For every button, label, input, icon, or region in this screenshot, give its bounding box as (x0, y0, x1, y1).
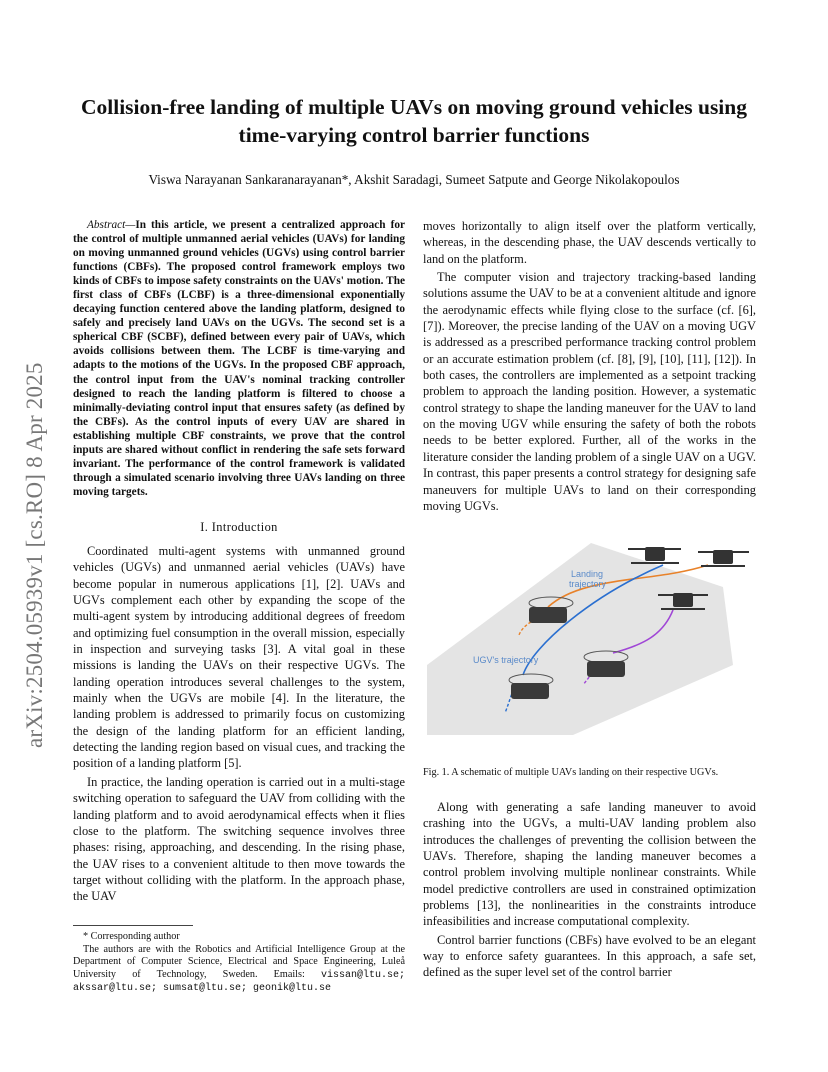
footnote-affiliation: The authors are with the Robotics and Artificial Intelligence Group at the Department of Computer Science, Electrical and Space Engineering, Luleå University of Technology, Sweden. Emails: (73, 943, 405, 980)
abstract: Abstract—In this article, we present a centralized approach for the control of multiple unmanned aerial vehicles (UAVs) for landing on moving unmanned ground vehicles (UGVs) using control barrier functions (CBFs). The proposed control framework employs two kinds of CBFs to impose safety constraints on the UAVs' motion. The first class of CBFs (LCBF) is a three-dimensional exponentially decaying function centered above the landing platform, designed to safely and precisely land UAVs on the UGVs. The second set is a spherical CBF (SCBF), defined between every pair of UAVs, which avoids collisions between them. The LCBF is time-varying and adapts to the motions of the UGVs. In the proposed CBF approach, the control input from the UAV's nominal tracking controller designed to reach the landing platform is filtered to choose a minimally-deviating control input that ensures safety (as defined by the CBFs). As the control inputs of every UAV are shared in establishing multiple CBF constraints, we prove that the control inputs are shared without conflict in rendering the safe sets forward invariant. The performance of the control framework is validated through a simulated scenario involving three UAVs landing on three moving targets. (73, 219, 405, 498)
author-list: Viswa Narayanan Sankaranarayanan*, Akshit Saradagi, Sumeet Satpute and George Nikolakopoulos (148, 172, 680, 187)
paper-title: Collision-free landing of multiple UAVs on moving ground vehicles using time-varying control barrier functions (80, 95, 747, 147)
section-heading-introduction (73, 520, 405, 535)
paragraph: Along with generating a safe landing maneuver to avoid crashing into the UGVs, a multi-UAV landing problem also introduces the challenges of preventing the collision between the UAVs. Therefore, shaping the landing maneuver becomes a control problem involving multiple nonlinear constraints. While model predictive controllers are used in constrained optimization problems [13], the nonlinearities in the constraints introduce infeasibilities and increase computational complexity. (423, 800, 756, 929)
paragraph: The computer vision and trajectory tracking-based landing solutions assume the UAV to be at a convenient altitude and ignore the aerodynamic effects while flying close to the surface (cf. [6], [7]). Moreover, the precise landing of the UAV on a moving UGV is addressed as a prescribed performance tracking control problem or an accurate estimation problem (cf. [8], [9], [10], [11], [12]). In both cases, the controllers are implemented as a setpoint tracking problem to approach the landing position. However, a systematic control strategy to shape the landing maneuver for the UAV to land on the moving UGV while ensuring the safety of both the robots needs to be better explored. Further, all of the works in the literature consider the landing problem of a single UAV on a UGV. In contrast, this paper presents a control strategy for designing safe maneuvers for multiple UAVs to land on their corresponding moving UGVs. (423, 270, 756, 513)
ugv-icon (511, 683, 549, 699)
paragraph: Control barrier functions (CBFs) have evolved to be an elegant way to enforce safety guarantees. In this approach, a safe set, defined as the super level set of the control barrier (423, 932, 756, 980)
figure-1 (423, 535, 756, 755)
trajectory-label: trajectory (569, 579, 607, 589)
ugv-trajectory-label: UGV's trajectory (473, 655, 539, 665)
ugv-icon (529, 607, 567, 623)
section-heading-text: I. Introduction (200, 520, 278, 534)
footnote-emails: vissan@ltu.se; akssar@ltu.se; sumsat@ltu.se; geonik@ltu.se (73, 969, 405, 995)
schematic-illustration (423, 535, 756, 755)
landing-label: Landing (571, 569, 604, 579)
paragraph: moves horizontally to align itself over the platform vertically, whereas, in the descending phase, the UAV descends vertically to land on the platform. (423, 219, 756, 266)
abstract-text: In this article, we present a centralized approach for the control of multiple unmanned aerial vehicles (UAVs) for landing on moving unmanned ground vehicles (UGVs) using control barrier functions (CBFs). The proposed control framework employs two kinds of CBFs to impose safety constraints on the UAVs' motion. The first class of CBFs (LCBF) is a three-dimensional exponentially decaying function centered above the landing platform, designed to safely and precisely land UAVs on the UGVs. The second set is a spherical CBF (SCBF), defined between every pair of UAVs, which avoids collisions between them. The LCBF is time-varying and adapts to the motions of the UGVs. In the proposed CBF approach, the control input from the UAV's nominal tracking controller designed to reach the landing platform is filtered to choose a minimally-deviating control input that ensures safety (as defined by the CBFs). As the control inputs of every UAV are shared in establishing multiple CBF constraints, we prove that the control inputs are shared without conflict in rendering the safe sets forward invariant. The performance of the control framework is validated through a simulated scenario involving three UAVs landing on three moving targets. (73, 219, 405, 498)
paragraph: In practice, the landing operation is carried out in a multi-stage switching operation to safeguard the UAV from colliding with the landing platform and to avoid aerodynamical effects when it flies close to the platform. The switching sequence involves three phases: rising, approaching, and descending. In the rising phase, the UAV rises to a convenient altitude to then move towards the target without colliding with the platform. In the approach phase, the UAV (73, 774, 405, 904)
footnote (73, 931, 405, 996)
right-column-bottom (423, 799, 756, 981)
footnote-corresponding: * Corresponding author (83, 931, 180, 942)
abstract-label: Abstract (87, 219, 126, 231)
introduction-body (73, 543, 405, 905)
right-column-top (423, 218, 756, 514)
uav-icon (698, 550, 749, 566)
ugv-icon (587, 661, 625, 677)
footnote-rule (73, 925, 193, 926)
arxiv-stamp: arXiv:2504.05939v1 [cs.RO] 8 Apr 2025 (22, 362, 47, 748)
figure-caption: Fig. 1. A schematic of multiple UAVs landing on their respective UGVs. (423, 767, 719, 778)
paragraph: Coordinated multi-agent systems with unmanned ground vehicles (UGVs) and unmanned aerial vehicles (UAVs) have become popular in numerous applications [1], [2]. UAVs and UGVs complement each other by expanding the scope of the multi-agent system by introducing additional degrees of freedom and optimizing fuel consumption in the overall mission, especially in inspection and surveying tasks [3]. A vital goal in these missions is landing the UAVs on their respective UGVs. The landing operation introduces several challenges to the system, mainly when the UGVs are mobile [4]. In the literature, the landing problem is addressed to primarily focus on customizing the design of the landing platform for an efficient landing, detecting the landing region based on visual cues, and tracking the position of a landing platform [5]. (73, 544, 405, 771)
